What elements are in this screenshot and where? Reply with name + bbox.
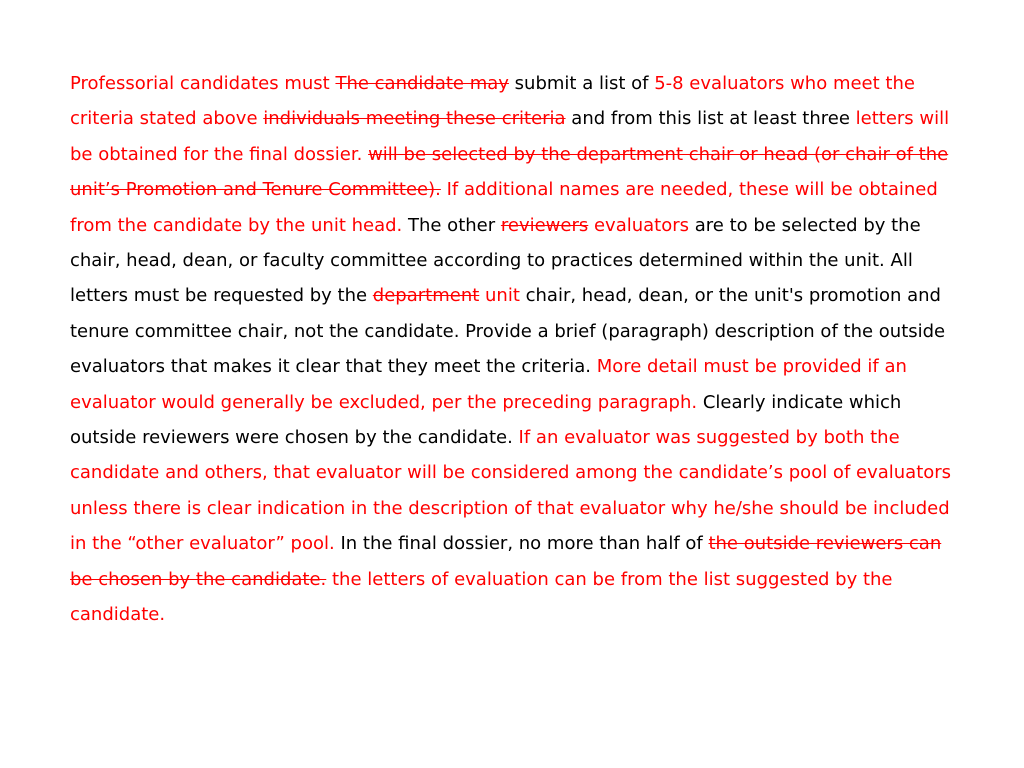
inserted-text: evaluators — [588, 214, 690, 236]
deleted-text: reviewers — [500, 214, 589, 236]
deleted-text: the outside reviewers can be chosen by the candidate. — [70, 533, 942, 590]
body-text: chair, head, dean, or the unit's promotion and tenure committee chair, not the candidate. Provide a brief (paragraph) description of the outside evaluators that makes it clear that they meet the criteria. — [70, 285, 946, 378]
body-text: Clearly indicate which outside reviewers were chosen by the candidate. — [70, 391, 902, 449]
inserted-text: 5-8 evaluators who meet the criteria stated above — [70, 73, 915, 130]
deleted-text: The candidate may — [335, 73, 509, 94]
body-text: and from this list at least three — [565, 108, 856, 130]
body-text: The other — [402, 214, 501, 236]
tracked-changes-paragraph — [70, 66, 960, 633]
deleted-text: will be selected by the department chair or head (or chair of the unit’s Promotion and Tenure Committee). — [70, 143, 949, 201]
deleted-text: department — [372, 285, 480, 307]
deleted-text: individuals meeting these criteria — [263, 108, 566, 130]
body-text: In the final dossier, no more than half of — [334, 533, 709, 555]
inserted-text: letters will be obtained for the final dossier. — [70, 108, 950, 165]
inserted-text: unit — [479, 285, 520, 307]
inserted-text: If additional names are needed, these will be obtained from the candidate by the unit head. — [70, 179, 938, 236]
body-text: submit a list of — [508, 73, 655, 94]
inserted-text: If an evaluator was suggested by both the candidate and others, that evaluator will be considered among the candidate’s pool of evaluators unless there is clear indication in the description of that evaluator why he/she should be included in the “other evaluator” pool. — [70, 427, 952, 555]
inserted-text: Professorial candidates must — [70, 73, 336, 94]
inserted-text: the letters of evaluation can be from the list suggested by the candidate. — [70, 568, 893, 626]
body-text: are to be selected by the chair, head, dean, or faculty committee according to practices determined within the unit. All letters must be requested by the — [70, 214, 921, 307]
inserted-text: More detail must be provided if an evaluator would generally be excluded, per the preceding paragraph. — [70, 356, 907, 413]
